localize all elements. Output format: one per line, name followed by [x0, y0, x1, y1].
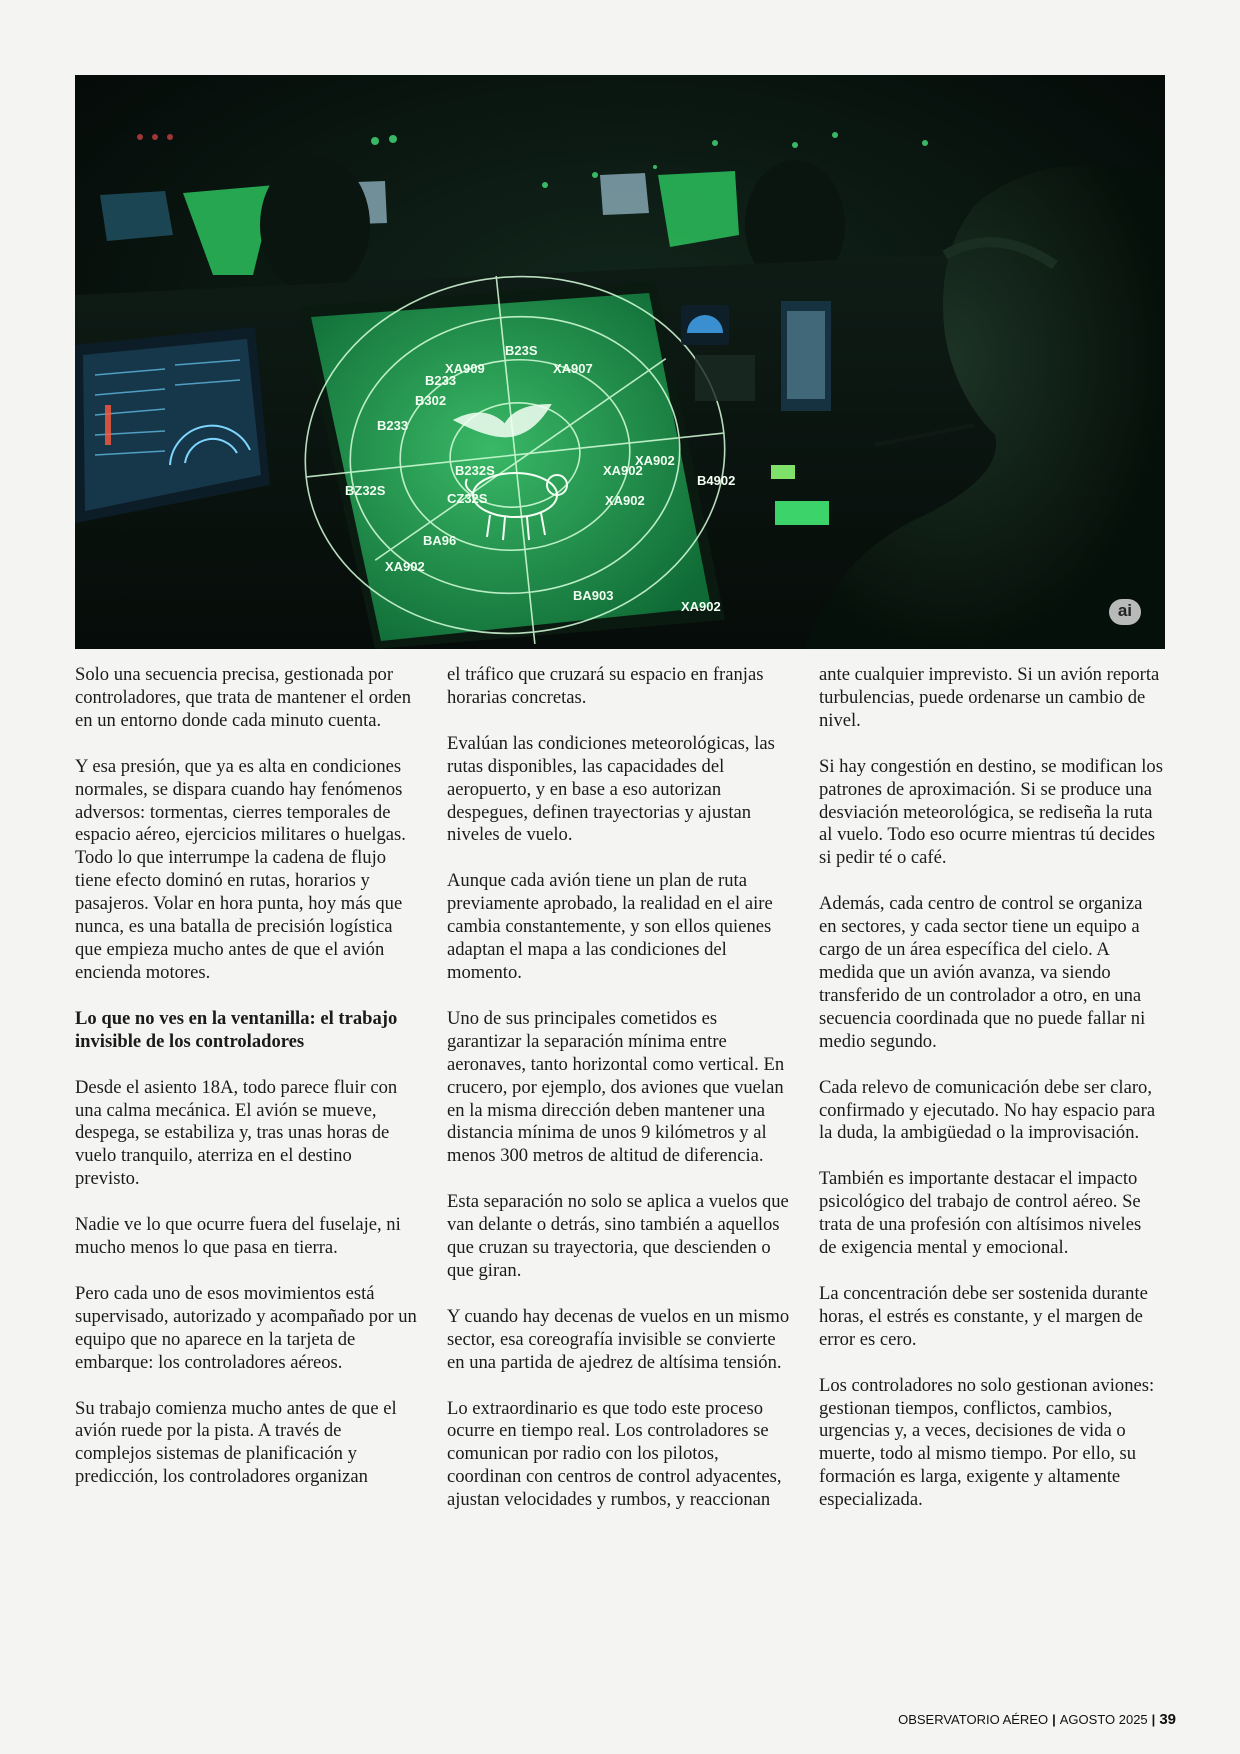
body-paragraph: Y cuando hay decenas de vuelos en un mismo sector, esa coreografía invisible se convierte en una partida de ajedrez de altísima tensión.	[447, 1305, 790, 1373]
body-paragraph: Si hay congestión en destino, se modifican los patrones de aproximación. Si se produce una desviación meteorológica, se rediseña la ruta al vuelo. Todo eso ocurre mientras tú decides si pedir té o café.	[819, 755, 1163, 869]
body-paragraph: La concentración debe ser sostenida durante horas, el estrés es constante, y el margen de error es cero.	[819, 1282, 1148, 1350]
radar-flight-label: BA903	[573, 588, 614, 603]
radar-flight-label: B23S	[505, 343, 538, 358]
body-paragraph: Nadie ve lo que ocurre fuera del fuselaje, ni mucho menos lo que pasa en tierra.	[75, 1214, 401, 1259]
issue-date: AGOSTO 2025	[1059, 1712, 1148, 1727]
publication-name: OBSERVATORIO AÉREO	[898, 1712, 1049, 1727]
body-paragraph: Además, cada centro de control se organiza en sectores, y cada sector tiene un equipo a cargo de un área específica del cielo. A medida que un avión avanza, va siendo transferido de un controlador a otro, en una secuencia coordinada que no puede fallar ni medio segundo.	[819, 893, 1146, 1052]
body-paragraph: Aunque cada avión tiene un plan de ruta previamente aprobado, la realidad en el aire cambia constantemente, y son ellos quienes adaptan el mapa a las condiciones del momento.	[447, 870, 773, 983]
body-paragraph: el tráfico que cruzará su espacio en franjas horarias concretas.	[447, 664, 764, 708]
page-footer	[898, 1711, 1176, 1728]
footer-separator: |	[1151, 1712, 1156, 1727]
body-paragraph: Uno de sus principales cometidos es garantizar la separación mínima entre aeronaves, tanto horizontal como vertical. En crucero, por ejemplo, dos aviones que vuelan en la misma dirección deben mantener una distancia mínima de unos 9 kilómetros y al menos 300 metros de altitud de diferencia.	[447, 1007, 785, 1167]
radar-flight-label: B4902	[697, 473, 736, 488]
article-body	[75, 664, 1165, 1535]
radar-flight-label: XA902	[605, 493, 645, 508]
radar-flight-label: XA902	[603, 463, 643, 478]
article-column-2	[447, 664, 791, 1535]
body-paragraph: Evalúan las condiciones meteorológicas, las rutas disponibles, las capacidades del aeropuerto, y en base a eso autorizan despegues, definen trayectorias y ajustan niveles de vuelo.	[447, 732, 775, 846]
body-paragraph: Los controladores no solo gestionan aviones: gestionan tiempos, conflictos, cambios, urgencias y, a veces, decisiones de vida o muerte, todo al mismo tiempo. Por ello, su formación es larga, exigente y altamente especializada.	[819, 1374, 1155, 1511]
body-paragraph: Y esa presión, que ya es alta en condiciones normales, se dispara cuando hay fenómenos adversos: tormentas, cierres temporales de espacio aéreo, ejercicios militares o huelgas. Todo lo que interrumpe la cadena de flujo tiene efecto dominó en rutas, horarios y pasajeros. Volar en hora punta, hoy más que nunca, es una batalla de precisión logística que empieza mucho antes de que el avión encienda motores.	[75, 755, 406, 983]
radar-flight-label: B232S	[455, 463, 495, 478]
body-paragraph: Esta separación no solo se aplica a vuelos que van delante o detrás, sino también a aquellos que cruzan su trayectoria, que descienden o que giran.	[447, 1191, 789, 1281]
radar-flight-label: XA902	[385, 559, 425, 574]
body-paragraph: Lo extraordinario es que todo este proceso ocurre en tiempo real. Los controladores se comunican por radio con los pilotos, coordinan con centros de control adyacentes, ajustan velocidades y rumbos, y reaccionan	[447, 1397, 782, 1511]
radar-flight-label: XA902	[681, 599, 721, 614]
radar-flight-label: XA909	[445, 361, 485, 376]
body-paragraph: Solo una secuencia precisa, gestionada por controladores, que trata de mantener el orden en un entorno donde cada minuto cuenta.	[75, 664, 412, 731]
body-paragraph: Su trabajo comienza mucho antes de que el avión ruede por la pista. A través de complejos sistemas de planificación y predicción, los controladores organizan	[75, 1397, 397, 1488]
radar-flight-label: XA907	[553, 361, 593, 376]
body-paragraph: Desde el asiento 18A, todo parece fluir con una calma mecánica. El avión se mueve, despega, se estabiliza y, tras unas horas de vuelo tranquilo, aterriza en el destino previsto.	[75, 1076, 398, 1190]
page-number: 39	[1159, 1711, 1176, 1728]
article-column-3	[819, 664, 1163, 1535]
body-paragraph: También es importante destacar el impacto psicológico del trabajo de control aéreo. Se trata de una profesión con altísimos niveles de exigencia mental y emocional.	[819, 1168, 1142, 1259]
body-paragraph: Cada relevo de comunicación debe ser claro, confirmado y ejecutado. No hay espacio para la duda, la ambigüedad o la improvisación.	[819, 1076, 1156, 1144]
ai-generated-badge: ai	[1109, 599, 1141, 625]
radar-flight-label: CZ32S	[447, 491, 488, 506]
section-subheading: Lo que no ves en la ventanilla: el trabajo invisible de los controladores	[75, 1007, 398, 1052]
radar-flight-label: B302	[415, 393, 447, 408]
body-paragraph: ante cualquier imprevisto. Si un avión reporta turbulencias, puede ordenarse un cambio de nivel.	[819, 664, 1160, 731]
article-column-1	[75, 664, 419, 1535]
radar-flight-label: BA96	[423, 533, 457, 548]
radar-flight-label: B233	[377, 418, 409, 433]
radar-flight-label: B233	[425, 373, 457, 388]
radar-flight-label: BZ32S	[345, 483, 386, 498]
radar-flight-label: XA902	[635, 453, 675, 468]
body-paragraph: Pero cada uno de esos movimientos está supervisado, autorizado y acompañado por un equipo que no aparece en la tarjeta de embarque: los controladores aéreos.	[75, 1282, 417, 1373]
footer-separator: |	[1052, 1712, 1056, 1727]
hero-image	[75, 75, 1165, 649]
control-room-illustration	[75, 75, 1165, 649]
